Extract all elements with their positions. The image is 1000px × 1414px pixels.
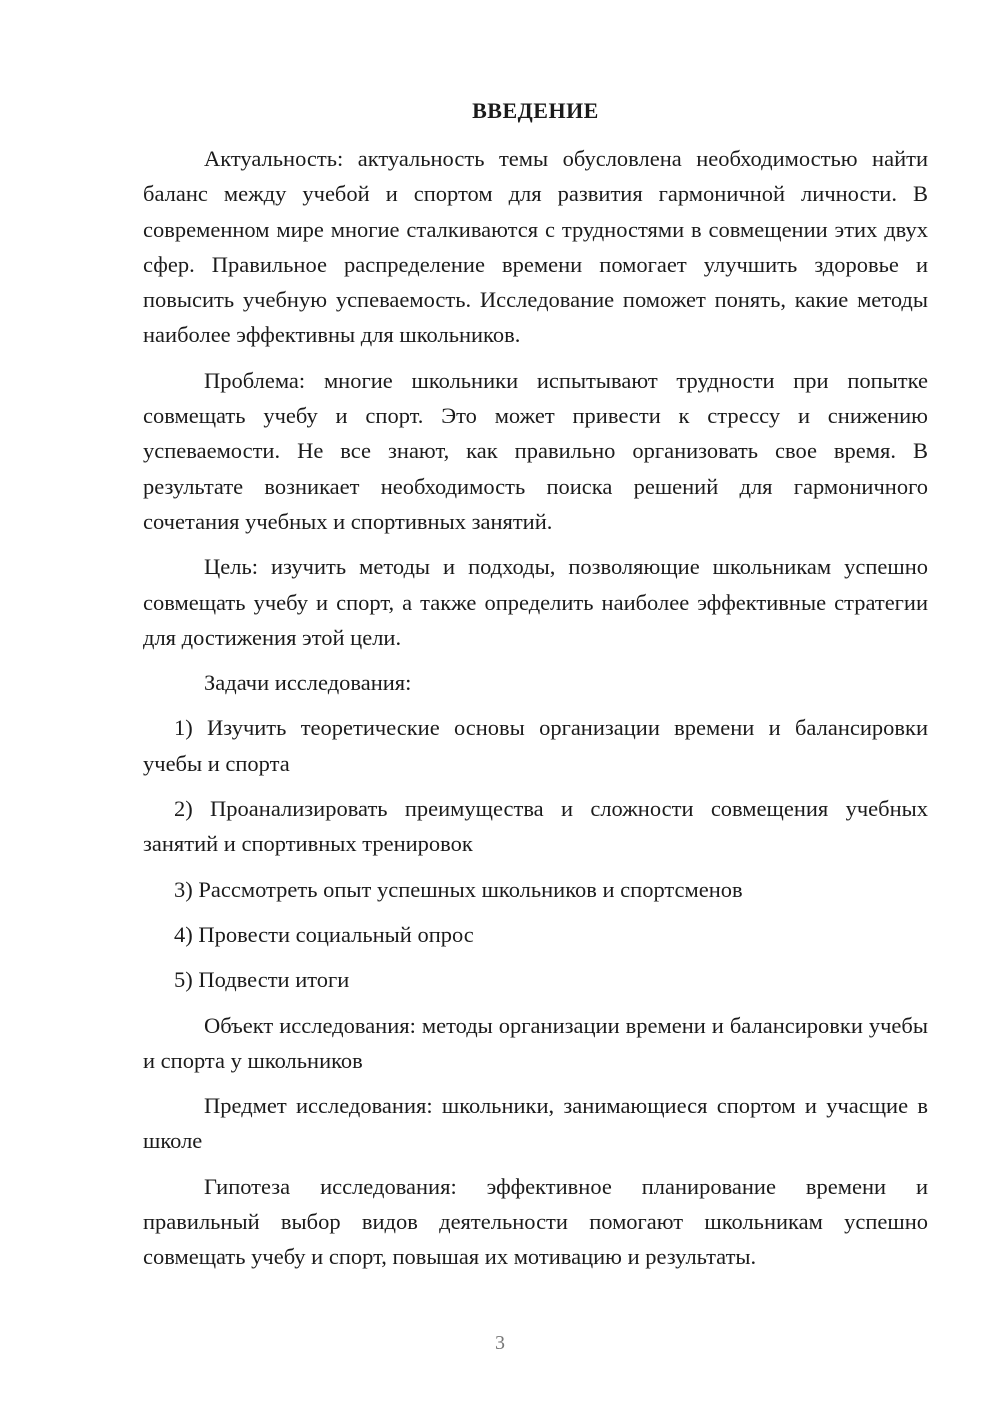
tasks-heading: Задачи исследования: <box>204 670 412 696</box>
subject-paragraph: Предмет исследования: школьники, занимающиеся спортом и учасщие в школе <box>143 1093 928 1154</box>
goal-paragraph: Цель: изучить методы и подходы, позволяющие школьникам успешно совмещать учебу и спорт, а также определить наиболее эффективные стратегии для достижения этой цели. <box>143 554 928 650</box>
task-item: 2) Проанализировать преимущества и сложности совмещения учебных занятий и спортивных тренировок <box>143 796 928 857</box>
relevance-paragraph: Актуальность: актуальность темы обусловлена необходимостью найти баланс между учебой и спортом для развития гармоничной личности. В современном мире многие сталкиваются с трудностями в совмещении этих двух сфер. Правильное распределение времени помогает улучшить здоровье и повысить учебную успеваемость. Исследование поможет понять, какие методы наиболее эффективны для школьников. <box>143 146 928 348</box>
task-item: 5) Подвести итоги <box>174 967 350 993</box>
task-item: 1) Изучить теоретические основы организации времени и балансировки учебы и спорта <box>143 715 928 776</box>
task-item: 4) Провести социальный опрос <box>174 921 474 947</box>
object-paragraph: Объект исследования: методы организации времени и балансировки учебы и спорта у школьников <box>143 1012 928 1073</box>
section-title: ВВЕДЕНИЕ <box>472 98 599 123</box>
page-number: 3 <box>495 1332 505 1354</box>
page-content <box>143 93 928 1275</box>
task-item: 3) Рассмотреть опыт успешных школьников и спортсменов <box>174 876 743 902</box>
hypothesis-paragraph: Гипотеза исследования: эффективное планирование времени и правильный выбор видов деятельности помогают школьникам успешно совмещать учебу и спорт, повышая их мотивацию и результаты. <box>143 1173 928 1270</box>
problem-paragraph: Проблема: многие школьники испытывают трудности при попытке совмещать учебу и спорт. Это может привести к стрессу и снижению успеваемости. Не все знают, как правильно организовать свое время. В результате возникает необходимость поиска решений для гармоничного сочетания учебных и спортивных занятий. <box>143 367 928 534</box>
